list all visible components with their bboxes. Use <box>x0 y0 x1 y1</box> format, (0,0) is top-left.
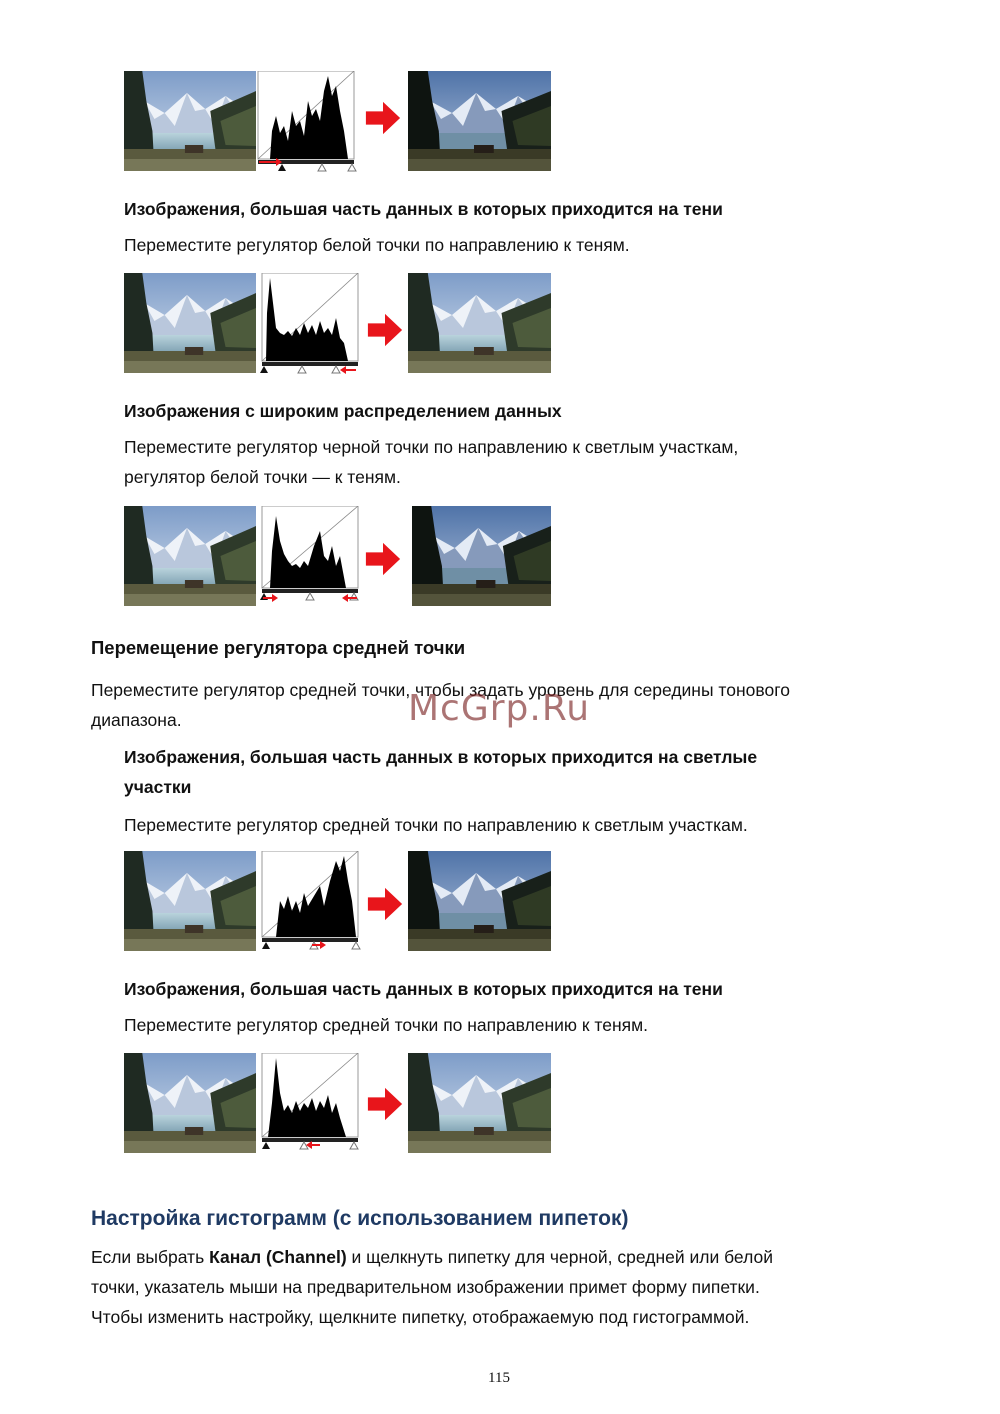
result-photo <box>412 506 551 606</box>
figure-shadows-white-point <box>124 71 554 173</box>
original-photo <box>124 71 256 171</box>
result-photo <box>408 1053 551 1153</box>
subheading-highlights-mid-2: участки <box>124 777 192 797</box>
arrow-right-icon <box>366 102 400 134</box>
text-shadows-mid: Переместите регулятор средней точки по направлению к теням. <box>124 1015 648 1035</box>
text-midpoint-2: диапазона. <box>91 710 182 730</box>
arrow-right-icon <box>368 314 402 346</box>
original-photo <box>124 506 256 606</box>
histogram-panel <box>260 273 358 374</box>
result-photo <box>408 273 551 373</box>
section-heading-eyedroppers: Настройка гистограмм (с использованием пипеток) <box>91 1207 629 1230</box>
section-heading-midpoint: Перемещение регулятора средней точки <box>91 637 466 658</box>
text-highlights-mid: Переместите регулятор средней точки по направлению к светлым участкам. <box>124 815 748 835</box>
original-photo <box>124 851 256 951</box>
figure-shadows-midpoint <box>124 1053 554 1155</box>
text-eyedroppers-2: точки, указатель мыши на предварительном изображении примет форму пипетки. <box>91 1277 760 1297</box>
histogram-panel <box>262 1053 358 1149</box>
text-eyedroppers-1 <box>91 1242 773 1272</box>
original-photo <box>124 273 256 373</box>
subheading-shadows-mid: Изображения, большая часть данных в которых приходится на тени <box>124 979 723 999</box>
histogram-panel <box>258 71 356 171</box>
text-eyedroppers-3: Чтобы изменить настройку, щелкните пипетку, отображаемую под гистограммой. <box>91 1307 750 1327</box>
result-photo <box>408 851 551 951</box>
subheading-wide-range: Изображения с широким распределением данных <box>124 401 562 421</box>
figure-shadows-white-point-2 <box>124 273 554 375</box>
channel-term: Канал (Channel) <box>209 1247 347 1267</box>
text-wide-range-1: Переместите регулятор черной точки по направлению к светлым участкам, <box>124 437 739 457</box>
arrow-right-icon <box>366 543 400 575</box>
histogram-panel <box>260 506 358 602</box>
arrow-right-icon <box>368 888 402 920</box>
text-midpoint-1: Переместите регулятор средней точки, чтобы задать уровень для середины тонового <box>91 680 790 700</box>
arrow-right-icon <box>368 1088 402 1120</box>
text-wide-range-2: регулятор белой точки — к теням. <box>124 467 401 487</box>
subheading-shadows-1: Изображения, большая часть данных в которых приходится на тени <box>124 199 723 219</box>
figure-highlights-midpoint <box>124 851 554 953</box>
histogram-panel <box>262 851 360 949</box>
subheading-highlights-mid-1: Изображения, большая часть данных в которых приходится на светлые <box>124 747 758 767</box>
watermark: McGrp.Ru <box>408 688 591 729</box>
page-number: 115 <box>488 1370 510 1386</box>
text-shadows-1: Переместите регулятор белой точки по направлению к теням. <box>124 235 630 255</box>
original-photo <box>124 1053 256 1153</box>
text-eyedroppers-1a: Если выбрать <box>91 1247 210 1267</box>
result-photo <box>408 71 551 171</box>
figure-wide-range <box>124 506 554 608</box>
text-eyedroppers-1b: и щелкнуть пипетку для черной, средней или белой <box>346 1247 773 1267</box>
